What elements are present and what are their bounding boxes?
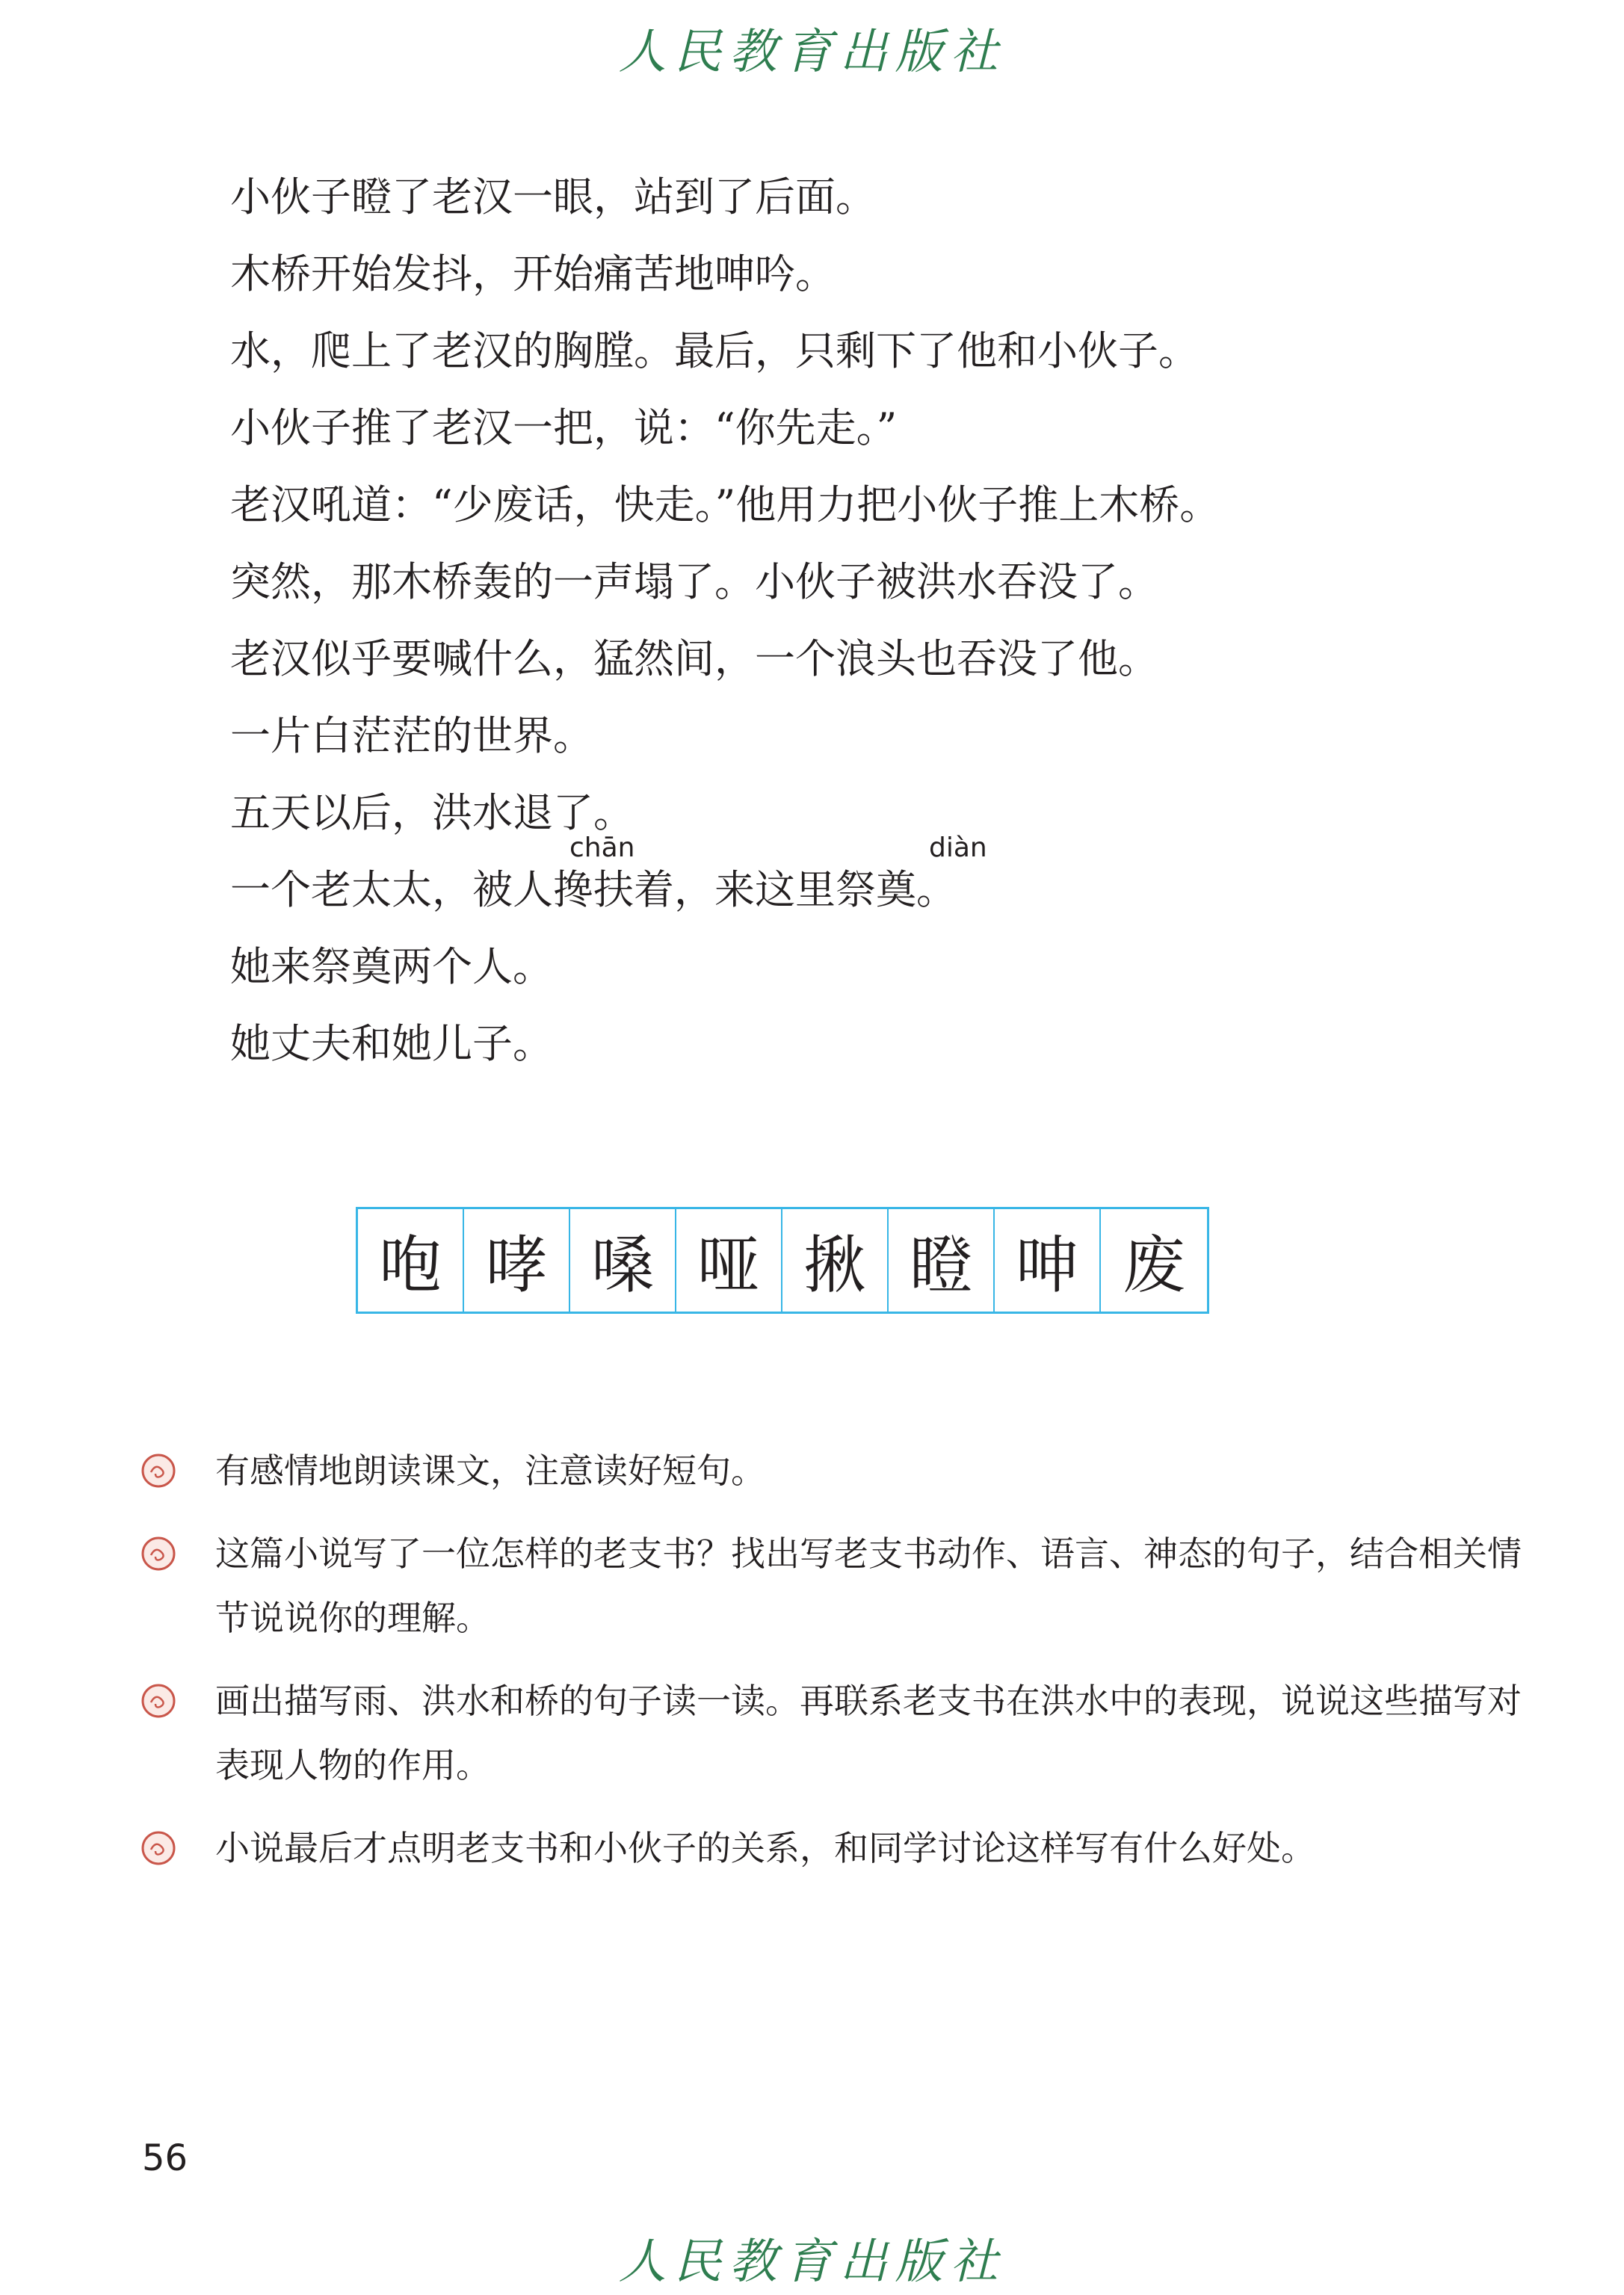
- story-line: 突然，那木桥轰的一声塌了。小伙子被洪水吞没了。: [230, 558, 1158, 605]
- new-character-grid: [356, 1207, 1209, 1314]
- story-line: 她来祭奠两个人。: [230, 943, 553, 990]
- character-cell: 呻: [995, 1209, 1101, 1312]
- page-number: 56: [142, 2137, 188, 2179]
- story-line: 小伙子瞪了老汉一眼，站到了后面。: [230, 173, 876, 220]
- story-line: 老汉吼道：“少废话，快走。”他用力把小伙子推上木桥。: [230, 481, 1220, 528]
- story-line: 老汉似乎要喊什么，猛然间，一个浪头也吞没了他。: [230, 635, 1158, 682]
- swirl-bullet-icon: [141, 1536, 176, 1572]
- swirl-bullet-icon: [141, 1683, 176, 1719]
- story-line: 五天以后，洪水退了。: [230, 789, 634, 836]
- exercise-item: 画出描写雨、洪水和桥的句子读一读。再联系老支书在洪水中的表现，说说这些描写对表现人物的作用。: [141, 1669, 1486, 1797]
- exercise-item: 有感情地朗读课文，注意读好短句。: [141, 1439, 1486, 1503]
- character-cell: 哑: [676, 1209, 782, 1312]
- story-line: 水，爬上了老汉的胸膛。最后，只剩下了他和小伙子。: [230, 327, 1199, 374]
- exercise-item: 这篇小说写了一位怎样的老支书？找出写老支书动作、语言、神态的句子，结合相关情节说说你的理解。: [141, 1522, 1486, 1650]
- character-cell: 咆: [358, 1209, 464, 1312]
- pinyin-dian: diàn: [929, 833, 987, 863]
- story-line: 小伙子推了老汉一把，说：“你先走。”: [230, 404, 898, 451]
- story-line: 她丈夫和她儿子。: [230, 1020, 553, 1067]
- swirl-bullet-icon: [141, 1453, 176, 1489]
- exercise-list: [141, 1439, 1522, 1899]
- character-cell: 瞪: [889, 1209, 995, 1312]
- pinyin-chan: chān: [569, 833, 635, 863]
- character-cell: 嗓: [570, 1209, 676, 1312]
- story-line: 一片白茫茫的世界。: [230, 712, 593, 759]
- story-line-with-pinyin: chān diàn 一个老太太，被人搀扶着，来这里祭奠。: [230, 833, 987, 913]
- character-cell: 废: [1122, 1229, 1185, 1302]
- exercise-item: 小说最后才点明老支书和小伙子的关系，和同学讨论这样写有什么好处。: [141, 1816, 1486, 1880]
- publisher-footer: 人民教育出版社: [618, 2234, 1006, 2290]
- character-cell: 揪: [782, 1209, 889, 1312]
- story-text: [230, 166, 1220, 1090]
- swirl-bullet-icon: [141, 1830, 176, 1866]
- character-cell: 哮: [464, 1209, 570, 1312]
- publisher-header: 人民教育出版社: [618, 25, 1006, 80]
- story-line: 木桥开始发抖，开始痛苦地呻吟。: [230, 250, 836, 297]
